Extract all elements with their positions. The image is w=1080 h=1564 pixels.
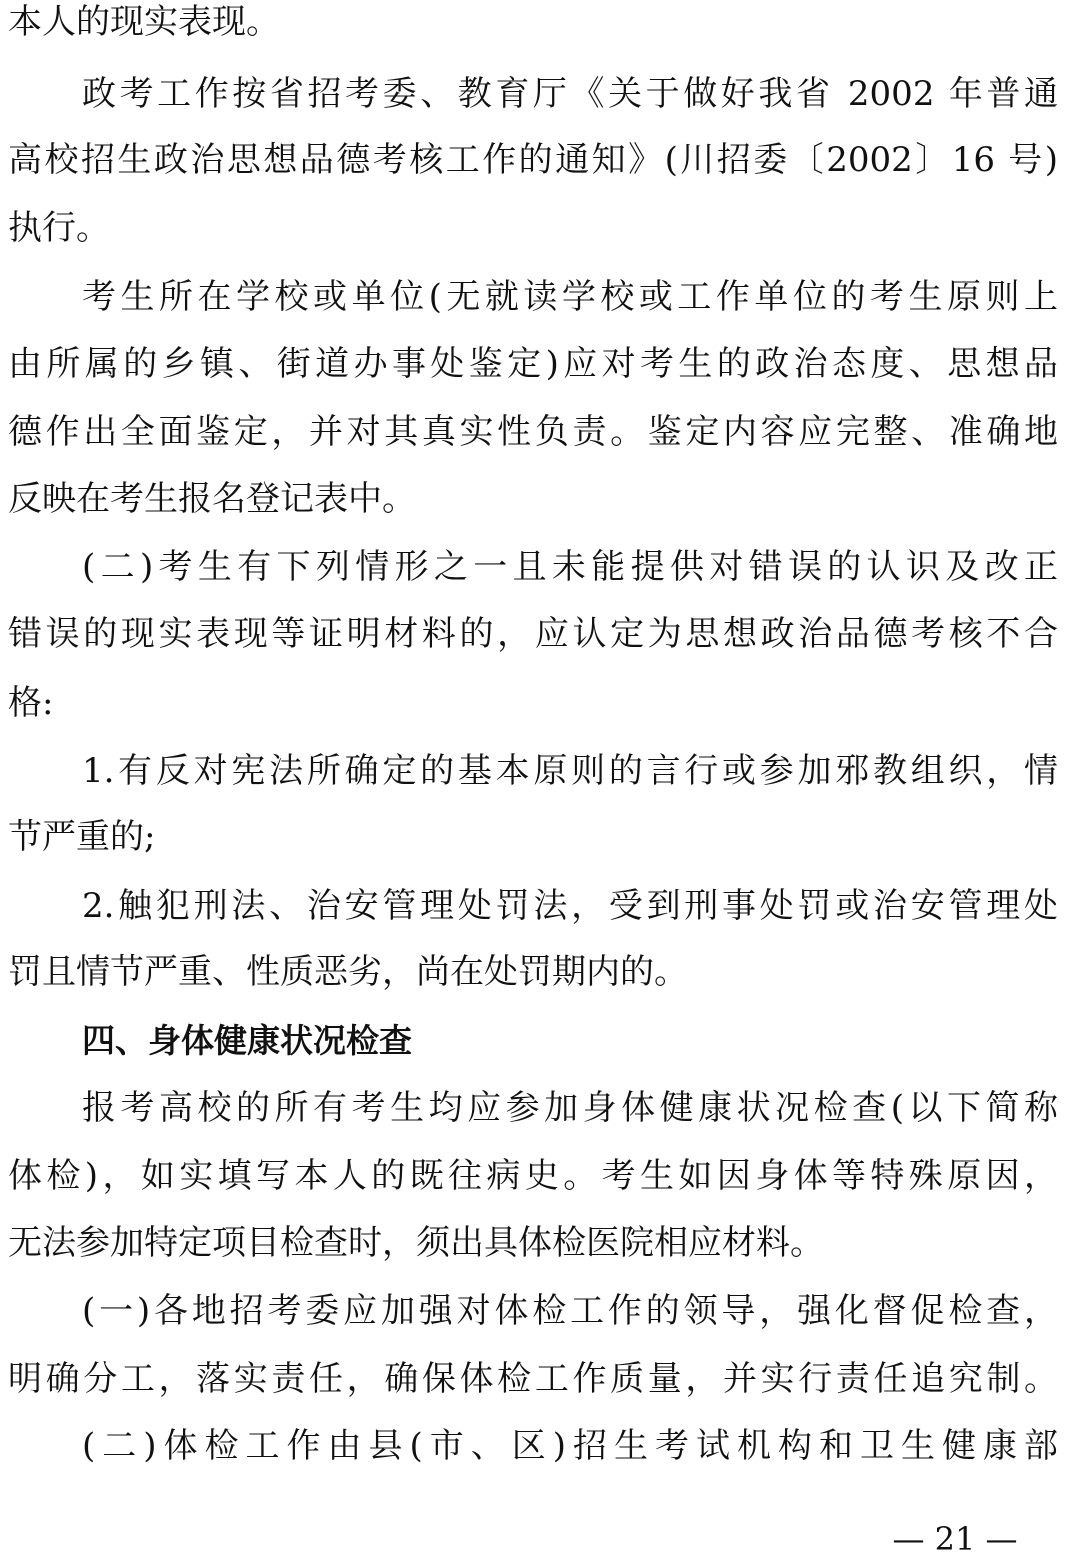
- list-item-line: 2.触犯刑法、治安管理处罚法，受到刑事处罚或治安管理处: [82, 886, 1058, 926]
- paragraph-line: 由所属的乡镇、街道办事处鉴定)应对考生的政治态度、思想品: [8, 344, 1058, 384]
- page-number: — 21 —: [892, 1520, 1018, 1558]
- paragraph-line: 无法参加特定项目检查时，须出具体检医院相应材料。: [8, 1223, 824, 1263]
- paragraph-line: (二)体检工作由县(市、区)招生考试机构和卫生健康部: [82, 1426, 1058, 1466]
- list-item-line: 节严重的;: [8, 817, 156, 857]
- list-item-line: 1.有反对宪法所确定的基本原则的言行或参加邪教组织，情: [82, 751, 1058, 791]
- paragraph-line: 德作出全面鉴定，并对其真实性负责。鉴定内容应完整、准确地: [8, 412, 1058, 452]
- paragraph-line: 错误的现实表现等证明材料的，应认定为思想政治品德考核不合: [8, 614, 1058, 654]
- paragraph-line: 考生所在学校或单位(无就读学校或工作单位的考生原则上: [82, 277, 1058, 317]
- paragraph-line: 执行。: [8, 208, 110, 248]
- paragraph-line: 体检)，如实填写本人的既往病史。考生如因身体等特殊原因，: [8, 1156, 1058, 1196]
- section-heading: 四、身体健康状况检查: [82, 1021, 412, 1060]
- paragraph-line: 政考工作按省招考委、教育厅《关于做好我省 2002 年普通: [82, 74, 1058, 114]
- paragraph-line: 报考高校的所有考生均应参加身体健康状况检查(以下简称: [82, 1088, 1058, 1128]
- paragraph-line: 本人的现实表现。: [8, 2, 280, 42]
- paragraph-line: 格:: [8, 683, 54, 723]
- paragraph-line: (一)各地招考委应加强对体检工作的领导，强化督促检查，: [82, 1291, 1058, 1331]
- list-item-line: 罚且情节严重、性质恶劣，尚在处罚期内的。: [8, 952, 688, 992]
- paragraph-line: 明确分工，落实责任，确保体检工作质量，并实行责任追究制。: [8, 1359, 1058, 1399]
- paragraph-line: 反映在考生报名登记表中。: [8, 479, 416, 519]
- paragraph-line: (二)考生有下列情形之一且未能提供对错误的认识及改正: [82, 547, 1058, 587]
- paragraph-line: 高校招生政治思想品德考核工作的通知》(川招委〔2002〕16 号): [8, 140, 1058, 180]
